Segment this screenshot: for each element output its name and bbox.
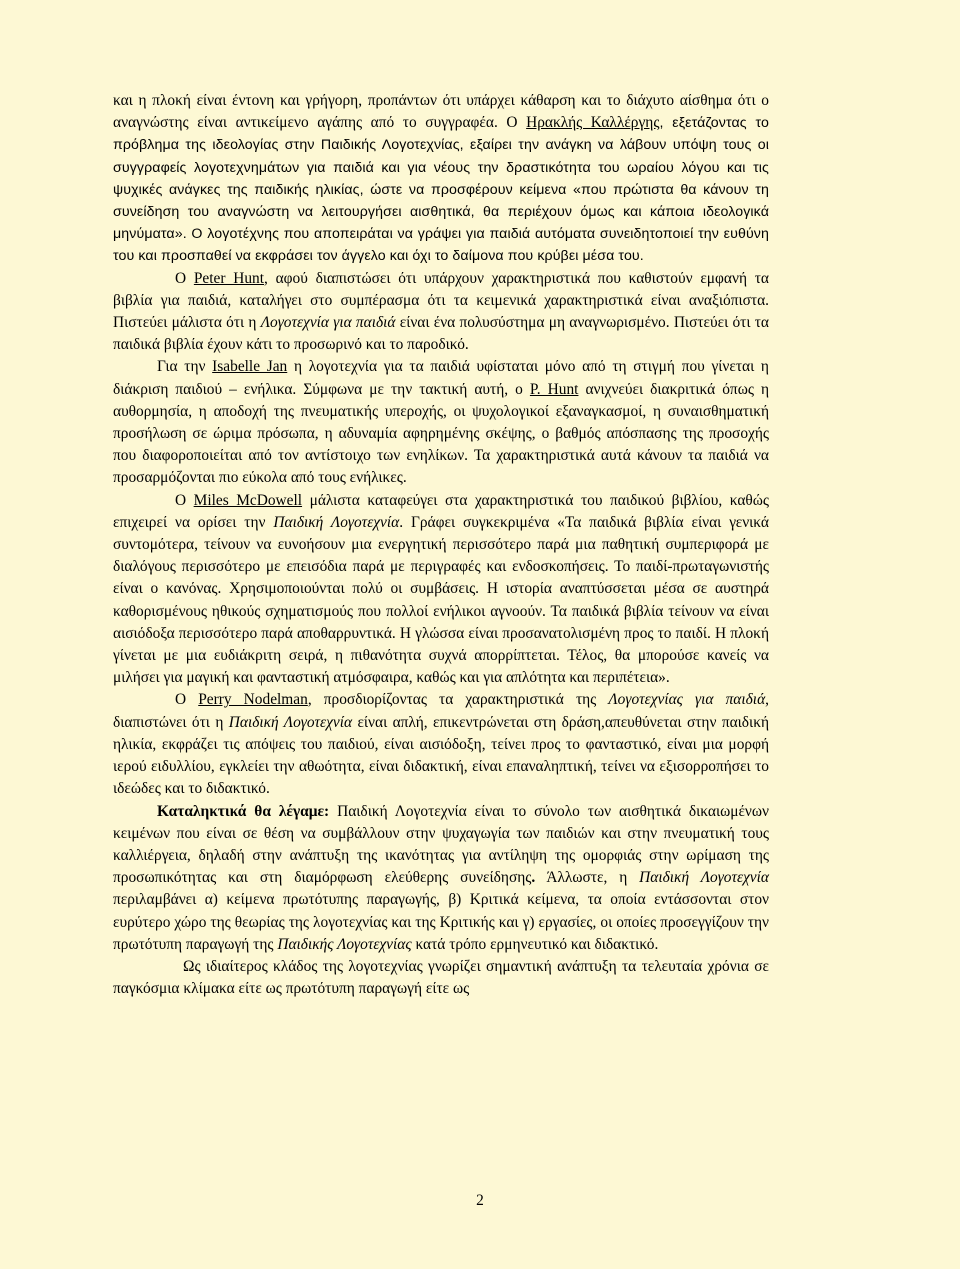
paragraph-6: Καταληκτικά θα λέγαμε: Παιδική Λογοτεχνία είναι το σύνολο των αισθητικά δικαιωμένων κειμένων που είναι σε θέση να συμβάλλουν στην ψυχαγωγία των παιδιών και στην πνευματική τους καλλιέργεια, δηλαδή στην ανάπτυξη της ικανότητας για αντίληψη της ομορφιάς στην ωρίμαση της προσωπικότητας και στη διαμόρφωση ελεύθερης συνείδησης. Άλλωστε, η Παιδική Λογοτεχνία περιλαμβάνει α) κείμενα πρωτότυπης παραγωγής, β) Κριτικά κείμενα, τα οποία εντάσσονται στον ευρύτερο χώρο της θεωρίας της λογοτεχνίας και της Κριτικής και γ) εργασίες, οι οποίες προσεγγίζουν την πρωτότυπη παραγωγή της Παιδικής Λογοτεχνίας κατά τρόπο ερμηνευτικό και διδακτικό. (113, 802, 769, 953)
paragraph-3: Για την Isabelle Jan η λογοτεχνία για τα παιδιά υφίσταται μόνο από τη στιγμή που γίνεται η διάκριση παιδιού – ενήλικα. Σύμφωνα με την τακτική αυτή, ο P. Hunt ανιχνεύει διακριτικά όπως η αυθορμησία, η αποδοχή της πνευματικής υπεροχής, οι ψυχολογικοί εξαναγκασμοί, η συναισθηματική προσήλωση σε ώριμα πρόσωπα, η αδυναμία αφηρημένης σκέψης, ο βαθμός απόσπασης της προσοχής που διαφοροποιείται από τον αντίστοιχο των ενηλίκων. Τα χαρακτηριστικά αυτά κάνουν τα παιδιά να προσαρμόζονται πιο εύκολα από τους ενήλικες. (113, 358, 770, 487)
conclusion-heading: Καταληκτικά θα λέγαμε: (157, 802, 330, 820)
paragraph-5: Ο Perry Nodelman, προσδιορίζοντας τα χαρακτηριστικά της Λογοτεχνίας για παιδιά, διαπιστώνει ότι η Παιδική Λογοτεχνία είναι απλή, επικεντρώνεται στη δράση,απευθύνεται στην παιδική ηλικία, εκφράζει τις απόψεις του παιδιού, είναι αισιόδοξη, τείνει προς το φανταστικό, είναι μια μορφή ιερού ειδυλλίου, εγκλείει την αθωότητα, είναι διδακτική, είναι επαναληπτική, τείνει να εξισορροπήσει το ιδεώδες και το διδακτικό. (113, 691, 770, 798)
paragraph-2: Ο Peter Hunt, αφού διαπιστώσει ότι υπάρχουν χαρακτηριστικά που καθιστούν εμφανή τα βιβλία για παιδιά, καταλήγει στο συμπέρασμα ότι τα κειμενικά χαρακτηριστικά είναι αναξιόπιστα. Πιστεύει μάλιστα ότι η Λογοτεχνία για παιδιά είναι ένα πολυσύστημα μη αναγνωρισμένο. Πιστεύει ότι τα παιδικά βιβλία έχουν κάτι το προσωρινό και το παροδικό. (113, 269, 769, 354)
author-link-isabelle-jan[interactable]: Isabelle Jan (212, 358, 288, 376)
body-text (113, 90, 769, 1000)
paragraph-7: Ως ιδιαίτερος κλάδος της λογοτεχνίας γνωρίζει σημαντική ανάπτυξη τα τελευταία χρόνια σε παγκόσμια κλίμακα είτε ως πρωτότυπη παραγωγή είτε ως (113, 957, 769, 998)
author-link-kallergis[interactable]: Ηρακλής Καλλέργης (526, 114, 660, 132)
author-link-peter-hunt[interactable]: Peter Hunt (193, 269, 265, 287)
paragraph-4: Ο Miles McDowell μάλιστα καταφεύγει στα χαρακτηριστικά του παιδικού βιβλίου, καθώς επιχειρεί να ορίσει την Παιδική Λογοτεχνία. Γράφει συγκεκριμένα «Τα παιδικά βιβλία είναι γενικά συντομότερα, τείνουν να ευνοήσουν μια ενεργητική περισσότερο παρά μια παθητική συμπεριφορά με διαλόγους περισσότερο με επεισόδια παρά με περιγραφές και ενδοσκοπήσεις. Το παιδί-πρωταγωνιστής είναι ο κανόνας. Χρησιμοποιούνται πολύ οι συμβάσεις. Η ιστορία αναπτύσσεται μέσα σε αυστηρά καθορισμένους ηθικούς σχηματισμούς που πολλοί ενήλικοι αγνοούν. Τα παιδικά βιβλία τείνουν να είναι αισιόδοξα περισσότερο παρά αποθαρρυντικά. Η γλώσσα είναι προσανατολισμένη προς το παιδί. Η πλοκή γίνεται με μια ευδιάκριτη σειρά, η πιθανότητα συχνά απορρίπτεται. Τέλος, θα μπορούσε κανείς να μιλήσει για μαγική και φανταστική ατμόσφαιρα, καθώς και για απλότητα και περιπέτεια». (113, 491, 769, 687)
paragraph-1: και η πλοκή είναι έντονη και γρήγορη, προπάντων ότι υπάρχει κάθαρση και το διάχυτο αίσθημα ότι ο αναγνώστης είναι αντικείμενο αγάπης από το συγγραφέα. Ο Ηρακλής Καλλέργης, εξετάζοντας το πρόβλημα της ιδεολογίας στην Παιδικής Λογοτεχνίας, εξαίρει την ανάγκη να λάβουν υπόψη τους οι συγγραφείς λογοτεχνημάτων για παιδιά και για νέους την δραστικότητα του ωραίου λόγου και τις ψυχικές ανάγκες της παιδικής ηλικίας, ώστε να προσφέρουν κείμενα «που πρώτιστα θα κάνουν τη συνείδηση του αναγνώστη να λειτουργήσει αισθητικά, θα περιέχουν όμως και κάποια ιδεολογικά μηνύματα». Ο λογοτέχνης που αποπειράται να γράψει για παιδιά αυτόματα συνειδητοποιεί την ευθύνη του και προσπαθεί να εκφράσει τον άγγελο και όχι το δαίμονα που κρύβει μέσα του. (113, 92, 769, 265)
author-link-perry-nodelman[interactable]: Perry Nodelman (198, 691, 308, 709)
author-link-p-hunt[interactable]: P. Hunt (529, 380, 579, 398)
author-link-miles-mcdowell[interactable]: Miles McDowell (193, 491, 303, 509)
page-number: 2 (476, 1192, 484, 1209)
